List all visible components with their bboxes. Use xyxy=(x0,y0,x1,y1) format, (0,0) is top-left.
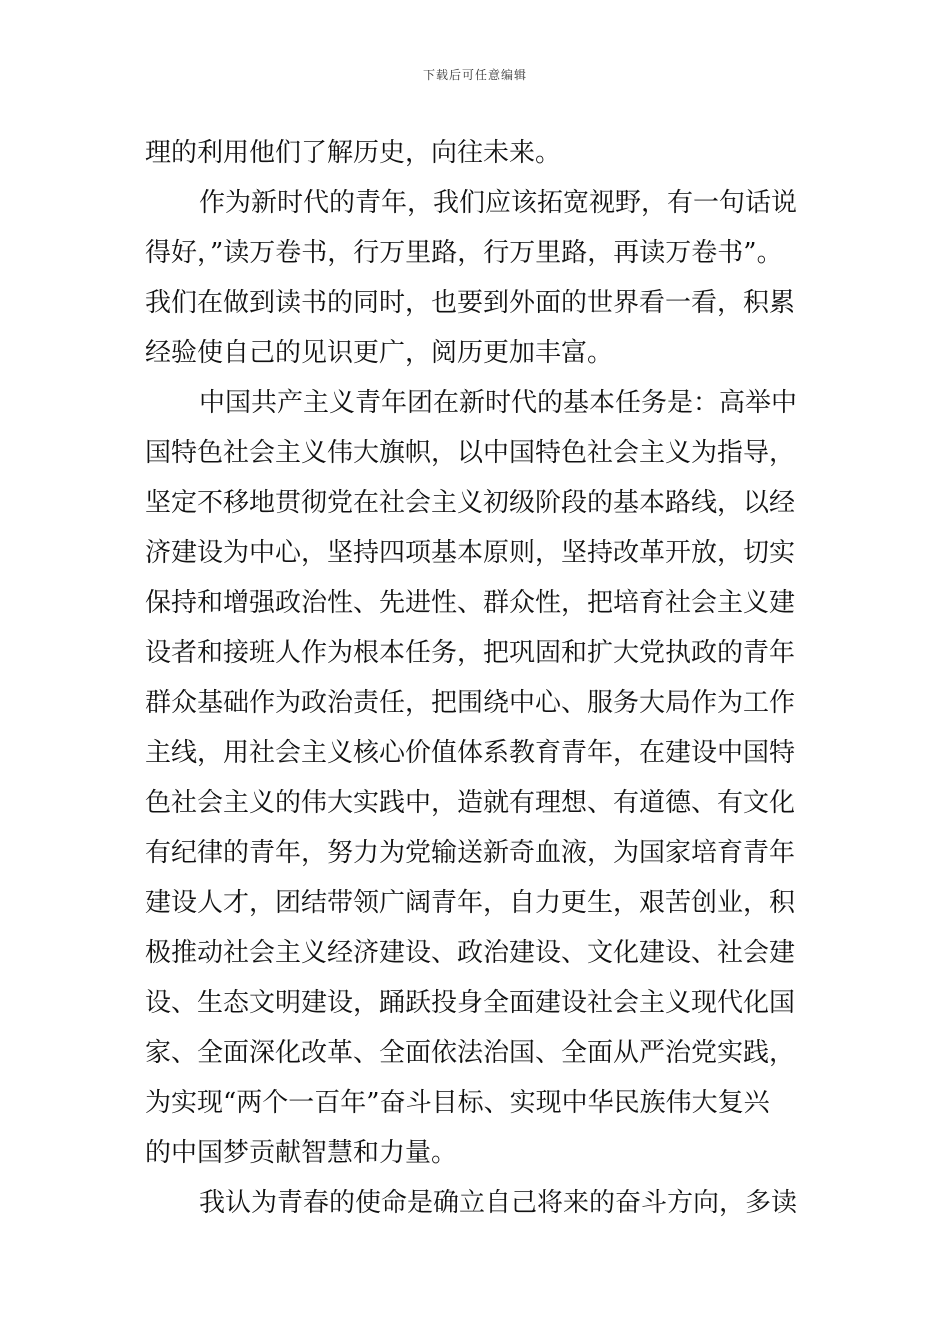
text-line: 有纪律的青年，努力为党输送新奇血液，为国家培育青年 xyxy=(145,838,796,868)
text-line: 建设人才，团结带领广阔青年，自力更生，艰苦创业，积 xyxy=(145,888,796,918)
text-line: 群众基础作为政治责任，把围绕中心、服务大局作为工作 xyxy=(145,688,796,718)
text-line: 家、全面深化改革、全面依法治国、全面从严治党实践， xyxy=(145,1038,796,1068)
text-line: 设者和接班人作为根本任务，把巩固和扩大党执政的青年 xyxy=(145,638,796,668)
text-line: 为实现“两个一百年”奋斗目标、实现中华民族伟大复兴 xyxy=(145,1088,770,1118)
paragraph-start-line: 作为新时代的青年，我们应该拓宽视野，有一句话说 xyxy=(199,188,798,218)
paragraph-start-line: 我认为青春的使命是确立自己将来的奋斗方向，多读 xyxy=(199,1188,798,1218)
text-line: 设、生态文明建设，踊跃投身全面建设社会主义现代化国 xyxy=(145,988,796,1018)
page-header: 下载后可任意编辑 xyxy=(422,68,527,82)
text-line: 理的利用他们了解历史，向往未来。 xyxy=(145,138,562,168)
text-line: 极推动社会主义经济建设、政治建设、文化建设、社会建 xyxy=(145,938,796,968)
text-line: 经验使自己的见识更广，阅历更加丰富。 xyxy=(145,338,614,368)
document-body xyxy=(145,128,825,1228)
text-line: 国特色社会主义伟大旗帜，以中国特色社会主义为指导， xyxy=(145,438,796,468)
text-line: 色社会主义的伟大实践中，造就有理想、有道德、有文化 xyxy=(145,788,796,818)
text-line: 的中国梦贡献智慧和力量。 xyxy=(145,1138,458,1168)
text-line: 主线，用社会主义核心价值体系教育青年，在建设中国特 xyxy=(145,738,796,768)
text-line: 保持和增强政治性、先进性、群众性，把培育社会主义建 xyxy=(145,588,796,618)
text-line: 坚定不移地贯彻党在社会主义初级阶段的基本路线，以经 xyxy=(145,488,796,518)
text-line: 得好，”读万卷书，行万里路，行万里路，再读万卷书”。 xyxy=(145,238,783,268)
text-line: 济建设为中心，坚持四项基本原则，坚持改革开放，切实 xyxy=(145,538,796,568)
text-line: 我们在做到读书的同时，也要到外面的世界看一看，积累 xyxy=(145,288,796,318)
paragraph-start-line: 中国共产主义青年团在新时代的基本任务是：高举中 xyxy=(199,388,798,418)
